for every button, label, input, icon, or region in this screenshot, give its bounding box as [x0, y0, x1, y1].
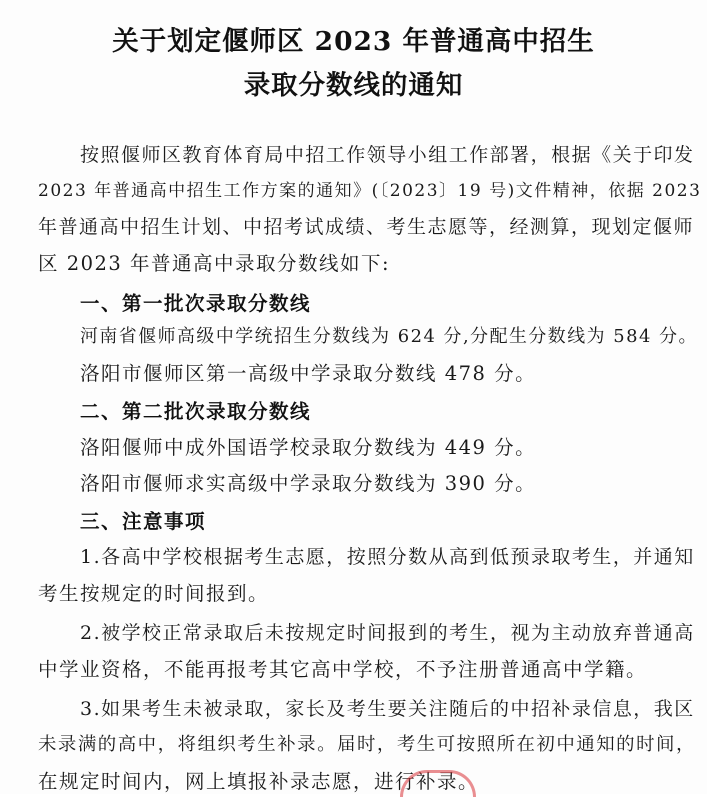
note1-line-1: 1.各高中学校根据考生志愿，按照分数从高到低预录取考生，并通知 [80, 546, 695, 568]
document-title-line1: 关于划定偃师区 2023 年普通高中招生 [112, 26, 595, 57]
intro-line-2: 2023 年普通高中招生工作方案的通知》(〔2023〕19 号)文件精神，依据 2023 [38, 181, 702, 201]
note3-line-1: 3.如果考生未被录取，家长及考生要关注随后的中招补录信息，我区 [80, 698, 695, 720]
intro-line-4: 区 2023 年普通高中录取分数线如下: [38, 252, 391, 275]
section1-item-2: 洛阳市偃师区第一高级中学录取分数线 478 分。 [80, 362, 537, 385]
intro-line-1: 按照偃师区教育体育局中招工作领导小组工作部署，根据《关于印发 [80, 144, 695, 166]
section3-heading: 三、注意事项 [80, 510, 207, 533]
section2-item-1: 洛阳偃师中成外国语学校录取分数线为 449 分。 [80, 436, 537, 459]
section1-heading: 一、第一批次录取分数线 [80, 292, 312, 315]
note2-line-2: 中学业资格，不能再报考其它高中学校，不予注册普通高中学籍。 [38, 658, 648, 681]
intro-line-3: 年普通高中招生计划、中招考试成绩、考生志愿等，经测算，现划定偃师 [38, 216, 695, 238]
section2-item-2: 洛阳市偃师求实高级中学录取分数线为 390 分。 [80, 472, 537, 495]
section2-heading: 二、第二批次录取分数线 [80, 400, 312, 423]
document-title-line2: 录取分数线的通知 [243, 70, 464, 101]
note3-line-2: 未录满的高中，将组织考生补录。届时，考生可按照所在初中通知的时间， [38, 734, 696, 755]
note2-line-1: 2.被学校正常录取后未按规定时间报到的考生，视为主动放弃普通高 [80, 622, 695, 644]
section1-item-1: 河南省偃师高级中学统招生分数线为 624 分,分配生分数线为 584 分。 [80, 326, 698, 347]
note3-line-3: 在规定时间内，网上填报补录志愿，进行补录。 [38, 770, 480, 793]
red-seal-stamp [400, 770, 476, 797]
note1-line-2: 考生按规定的时间报到。 [38, 582, 270, 605]
